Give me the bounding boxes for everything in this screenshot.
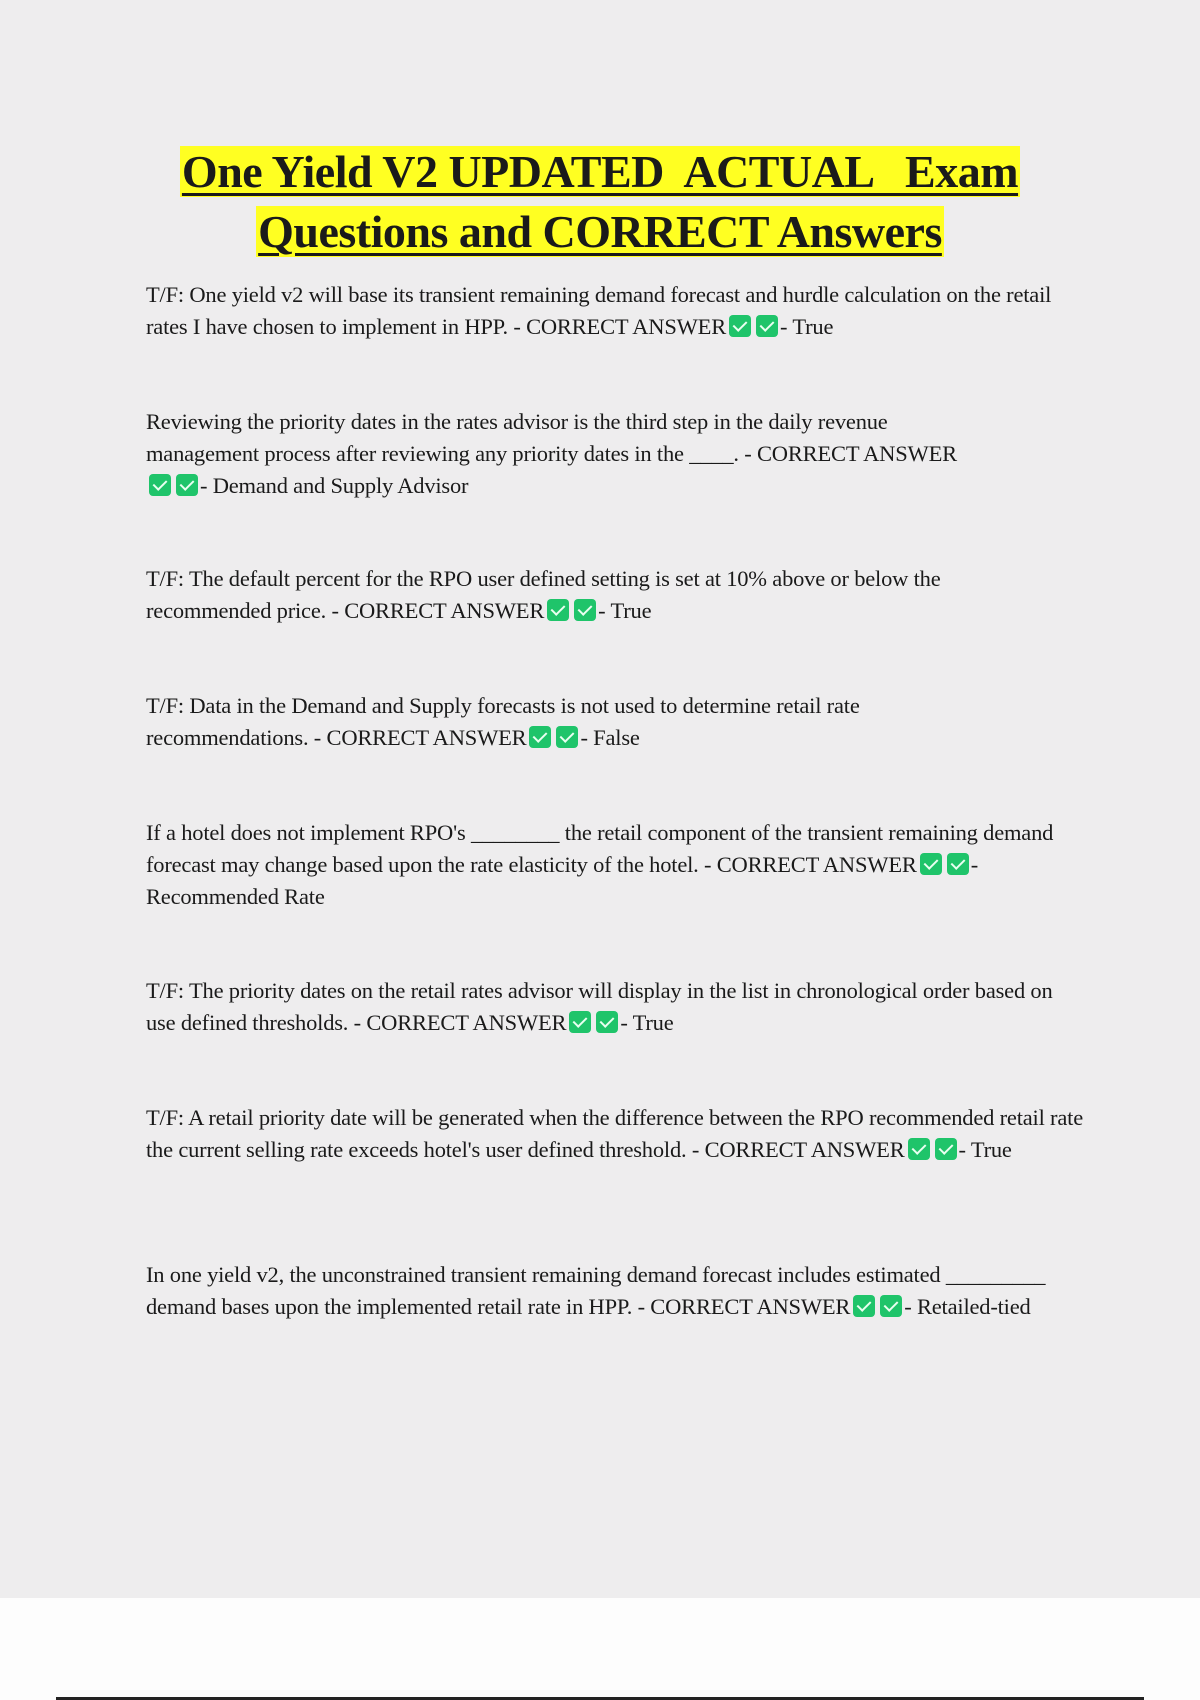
answer-text: - False (580, 725, 640, 750)
answer-text: - True (598, 598, 652, 623)
qa-item-3 (146, 563, 1046, 627)
check-icon (935, 1138, 957, 1160)
answer-text: - Demand and Supply Advisor (200, 473, 469, 498)
answer-text: - Retailed-tied (904, 1294, 1031, 1319)
check-icon (149, 474, 171, 496)
document-title (0, 142, 1200, 262)
qa-item-8 (146, 1259, 1046, 1323)
check-icon (569, 1011, 591, 1033)
question-text: T/F: The priority dates on the retail rates advisor will display in the list in chronological order based on use defined thresholds. - CORRECT ANSWER (146, 978, 1053, 1035)
answer-text: - Recommended Rate (146, 852, 978, 909)
check-icon (880, 1295, 902, 1317)
question-text: Reviewing the priority dates in the rates advisor is the third step in the daily revenue management process after reviewing any priority dates in the ____. - CORRECT ANSWER (146, 409, 957, 466)
check-icon (529, 726, 551, 748)
answer-text: - True (780, 314, 834, 339)
question-text: T/F: The default percent for the RPO user defined setting is set at 10% above or below the recommended price. - CORRECT ANSWER (146, 566, 941, 623)
question-text: T/F: Data in the Demand and Supply forecasts is not used to determine retail rate recommendations. - CORRECT ANSWER (146, 693, 860, 750)
qa-item-7 (146, 1102, 1106, 1166)
check-icon (556, 726, 578, 748)
check-icon (729, 315, 751, 337)
question-text: T/F: One yield v2 will base its transient remaining demand forecast and hurdle calculation on the retail rates I have chosen to implement in HPP. - CORRECT ANSWER (146, 282, 1052, 339)
qa-item-1 (146, 279, 1096, 343)
answer-text: - True (958, 1137, 1012, 1162)
qa-item-5 (146, 817, 1086, 913)
qa-item-6 (146, 975, 1076, 1039)
check-icon (853, 1295, 875, 1317)
check-icon (920, 853, 942, 875)
check-icon (908, 1138, 930, 1160)
qa-item-2 (146, 406, 976, 502)
title-line-1: One Yield V2 UPDATED ACTUAL Exam (181, 146, 1019, 197)
check-icon (596, 1011, 618, 1033)
check-icon (547, 599, 569, 621)
question-text: T/F: A retail priority date will be generated when the difference between the RPO recommended retail rate the current selling rate exceeds hotel's user defined threshold. - CORRECT ANSWER (146, 1105, 1083, 1162)
answer-text: - True (620, 1010, 674, 1035)
title-line-2: Questions and CORRECT Answers (258, 206, 942, 257)
question-text: If a hotel does not implement RPO's ________ the retail component of the transient remaining demand forecast may change based upon the rate elasticity of the hotel. - CORRECT ANSWER (146, 820, 1054, 877)
qa-item-4 (146, 690, 976, 754)
check-icon (574, 599, 596, 621)
check-icon (756, 315, 778, 337)
check-icon (947, 853, 969, 875)
check-icon (176, 474, 198, 496)
question-text: In one yield v2, the unconstrained transient remaining demand forecast includes estimated _________ demand bases upon the implemented retail rate in HPP. - CORRECT ANSWER (146, 1262, 1046, 1319)
